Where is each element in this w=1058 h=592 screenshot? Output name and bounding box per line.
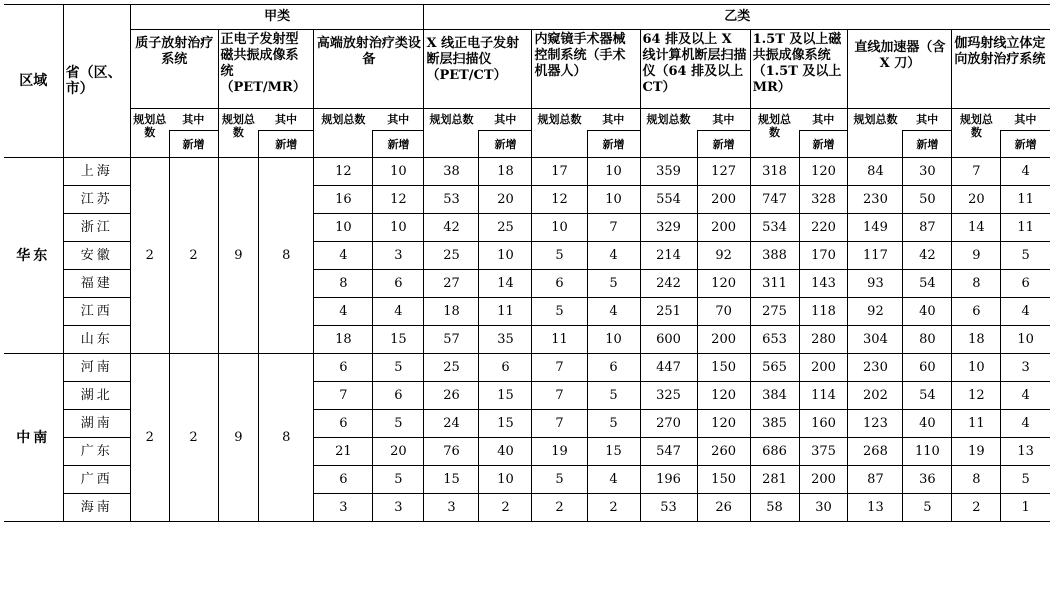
table-cell: 747 bbox=[750, 186, 799, 214]
header-equipment-1: 质子放射治疗系统 bbox=[130, 30, 218, 109]
table-cell: 54 bbox=[903, 382, 952, 410]
header-equipment-2: 正电子发射型磁共振成像系统（PET/MR） bbox=[218, 30, 314, 109]
table-cell: 38 bbox=[424, 158, 479, 186]
province-name: 安徽 bbox=[63, 242, 130, 270]
proton-planned-total: 2 bbox=[130, 354, 169, 522]
table-cell: 200 bbox=[799, 354, 848, 382]
table-row bbox=[4, 158, 1050, 186]
table-cell: 15 bbox=[424, 466, 479, 494]
table-cell: 26 bbox=[424, 382, 479, 410]
table-cell: 143 bbox=[799, 270, 848, 298]
table-cell: 375 bbox=[799, 438, 848, 466]
table-cell: 7 bbox=[532, 410, 587, 438]
table-cell: 2 bbox=[587, 494, 640, 522]
table-cell: 18 bbox=[952, 326, 1001, 354]
table-cell: 27 bbox=[424, 270, 479, 298]
header-new-added: 新增 bbox=[373, 131, 424, 158]
table-cell: 87 bbox=[848, 466, 903, 494]
province-name: 上海 bbox=[63, 158, 130, 186]
table-row bbox=[4, 354, 1050, 382]
header-planned-total: 规划总数 bbox=[130, 109, 169, 158]
proton-planned-total: 2 bbox=[130, 158, 169, 354]
table-cell: 21 bbox=[314, 438, 373, 466]
table-cell: 6 bbox=[314, 466, 373, 494]
table-cell: 10 bbox=[1001, 326, 1050, 354]
table-cell: 10 bbox=[314, 214, 373, 242]
table-cell: 230 bbox=[848, 354, 903, 382]
table-cell: 11 bbox=[952, 410, 1001, 438]
table-cell: 36 bbox=[903, 466, 952, 494]
table-cell: 10 bbox=[532, 214, 587, 242]
table-cell: 20 bbox=[952, 186, 1001, 214]
table-cell: 160 bbox=[799, 410, 848, 438]
province-name: 广西 bbox=[63, 466, 130, 494]
table-cell: 127 bbox=[697, 158, 750, 186]
header-of-which: 其中 bbox=[1001, 109, 1050, 131]
header-of-which: 其中 bbox=[479, 109, 532, 131]
table-cell: 10 bbox=[952, 354, 1001, 382]
table-cell: 5 bbox=[587, 270, 640, 298]
table-cell: 118 bbox=[799, 298, 848, 326]
table-cell: 5 bbox=[373, 410, 424, 438]
province-name: 海南 bbox=[63, 494, 130, 522]
table-cell: 87 bbox=[903, 214, 952, 242]
table-cell: 84 bbox=[848, 158, 903, 186]
province-name: 湖北 bbox=[63, 382, 130, 410]
table-cell: 270 bbox=[640, 410, 697, 438]
table-cell: 7 bbox=[532, 354, 587, 382]
petmr-new-added: 8 bbox=[259, 354, 314, 522]
table-cell: 12 bbox=[532, 186, 587, 214]
header-of-which: 其中 bbox=[259, 109, 314, 131]
table-cell: 13 bbox=[1001, 438, 1050, 466]
province-name: 江苏 bbox=[63, 186, 130, 214]
table-cell: 11 bbox=[532, 326, 587, 354]
table-cell: 554 bbox=[640, 186, 697, 214]
province-name: 浙江 bbox=[63, 214, 130, 242]
table-cell: 18 bbox=[314, 326, 373, 354]
table-cell: 251 bbox=[640, 298, 697, 326]
table-cell: 114 bbox=[799, 382, 848, 410]
header-equipment-3: 高端放射治疗类设备 bbox=[314, 30, 424, 109]
table-cell: 53 bbox=[424, 186, 479, 214]
table-cell: 11 bbox=[1001, 186, 1050, 214]
table-cell: 120 bbox=[697, 270, 750, 298]
table-cell: 4 bbox=[1001, 158, 1050, 186]
header-of-which: 其中 bbox=[903, 109, 952, 131]
header-planned-total: 规划总数 bbox=[952, 109, 1001, 158]
table-cell: 2 bbox=[952, 494, 1001, 522]
region-name: 中南 bbox=[4, 354, 63, 522]
table-cell: 1 bbox=[1001, 494, 1050, 522]
table-cell: 388 bbox=[750, 242, 799, 270]
table-cell: 686 bbox=[750, 438, 799, 466]
table-cell: 10 bbox=[587, 326, 640, 354]
table-cell: 26 bbox=[697, 494, 750, 522]
table-cell: 4 bbox=[587, 298, 640, 326]
table-cell: 6 bbox=[373, 382, 424, 410]
table-cell: 281 bbox=[750, 466, 799, 494]
table-cell: 6 bbox=[314, 410, 373, 438]
table-cell: 10 bbox=[479, 466, 532, 494]
table-cell: 7 bbox=[314, 382, 373, 410]
table-cell: 15 bbox=[479, 410, 532, 438]
table-cell: 318 bbox=[750, 158, 799, 186]
table-cell: 5 bbox=[587, 410, 640, 438]
province-name: 山东 bbox=[63, 326, 130, 354]
table-cell: 15 bbox=[587, 438, 640, 466]
header-class-a: 甲类 bbox=[130, 5, 424, 30]
petmr-planned-total: 9 bbox=[218, 158, 259, 354]
table-cell: 17 bbox=[532, 158, 587, 186]
table-cell: 3 bbox=[373, 494, 424, 522]
equipment-planning-table bbox=[4, 4, 1050, 522]
table-cell: 150 bbox=[697, 466, 750, 494]
table-cell: 200 bbox=[799, 466, 848, 494]
region-name: 华东 bbox=[4, 158, 63, 354]
table-cell: 3 bbox=[314, 494, 373, 522]
table-cell: 275 bbox=[750, 298, 799, 326]
table-cell: 120 bbox=[799, 158, 848, 186]
table-cell: 5 bbox=[587, 382, 640, 410]
table-cell: 6 bbox=[1001, 270, 1050, 298]
table-cell: 200 bbox=[697, 214, 750, 242]
header-planned-total: 规划总数 bbox=[532, 109, 587, 158]
table-cell: 10 bbox=[587, 186, 640, 214]
table-cell: 565 bbox=[750, 354, 799, 382]
petmr-new-added: 8 bbox=[259, 158, 314, 354]
table-cell: 35 bbox=[479, 326, 532, 354]
table-cell: 12 bbox=[952, 382, 1001, 410]
table-cell: 4 bbox=[1001, 410, 1050, 438]
table-cell: 220 bbox=[799, 214, 848, 242]
table-cell: 14 bbox=[952, 214, 1001, 242]
header-new-added: 新增 bbox=[903, 131, 952, 158]
header-of-which: 其中 bbox=[587, 109, 640, 131]
header-new-added: 新增 bbox=[697, 131, 750, 158]
table-cell: 11 bbox=[1001, 214, 1050, 242]
table-cell: 3 bbox=[373, 242, 424, 270]
province-name: 福建 bbox=[63, 270, 130, 298]
table-cell: 5 bbox=[373, 354, 424, 382]
header-region: 区域 bbox=[4, 5, 63, 158]
table-cell: 5 bbox=[373, 466, 424, 494]
table-cell: 5 bbox=[532, 298, 587, 326]
table-cell: 149 bbox=[848, 214, 903, 242]
header-of-which: 其中 bbox=[169, 109, 218, 131]
table-cell: 547 bbox=[640, 438, 697, 466]
table-cell: 20 bbox=[479, 186, 532, 214]
table-cell: 150 bbox=[697, 354, 750, 382]
header-planned-total: 规划总数 bbox=[314, 109, 373, 158]
header-new-added: 新增 bbox=[479, 131, 532, 158]
header-of-which: 其中 bbox=[373, 109, 424, 131]
table-cell: 53 bbox=[640, 494, 697, 522]
table-cell: 2 bbox=[532, 494, 587, 522]
table-cell: 120 bbox=[697, 382, 750, 410]
table-cell: 60 bbox=[903, 354, 952, 382]
table-cell: 230 bbox=[848, 186, 903, 214]
header-equipment-8: 直线加速器（含 X 刀） bbox=[848, 30, 952, 109]
header-new-added: 新增 bbox=[799, 131, 848, 158]
table-cell: 7 bbox=[587, 214, 640, 242]
table-cell: 5 bbox=[532, 242, 587, 270]
table-cell: 4 bbox=[314, 242, 373, 270]
table-cell: 6 bbox=[952, 298, 1001, 326]
table-cell: 70 bbox=[697, 298, 750, 326]
table-cell: 8 bbox=[952, 270, 1001, 298]
proton-new-added: 2 bbox=[169, 354, 218, 522]
table-cell: 5 bbox=[1001, 466, 1050, 494]
table-cell: 50 bbox=[903, 186, 952, 214]
table-cell: 325 bbox=[640, 382, 697, 410]
header-equipment-5: 内窥镜手术器械控制系统（手术机器人） bbox=[532, 30, 640, 109]
table-cell: 447 bbox=[640, 354, 697, 382]
table-cell: 80 bbox=[903, 326, 952, 354]
header-class-b: 乙类 bbox=[424, 5, 1050, 30]
table-cell: 534 bbox=[750, 214, 799, 242]
table-cell: 6 bbox=[373, 270, 424, 298]
table-cell: 5 bbox=[1001, 242, 1050, 270]
header-new-added: 新增 bbox=[587, 131, 640, 158]
table-cell: 16 bbox=[314, 186, 373, 214]
table-cell: 92 bbox=[697, 242, 750, 270]
table-cell: 18 bbox=[479, 158, 532, 186]
header-new-added: 新增 bbox=[1001, 131, 1050, 158]
header-new-added: 新增 bbox=[259, 131, 314, 158]
header-planned-total: 规划总数 bbox=[218, 109, 259, 158]
table-cell: 8 bbox=[952, 466, 1001, 494]
table-cell: 20 bbox=[373, 438, 424, 466]
table-cell: 170 bbox=[799, 242, 848, 270]
header-equipment-7: 1.5T 及以上磁共振成像系统（1.5T 及以上 MR） bbox=[750, 30, 848, 109]
table-cell: 260 bbox=[697, 438, 750, 466]
table-cell: 2 bbox=[479, 494, 532, 522]
table-cell: 25 bbox=[424, 354, 479, 382]
table-cell: 7 bbox=[952, 158, 1001, 186]
table-cell: 15 bbox=[479, 382, 532, 410]
table-cell: 4 bbox=[373, 298, 424, 326]
table-cell: 19 bbox=[532, 438, 587, 466]
header-planned-total: 规划总数 bbox=[848, 109, 903, 158]
table-cell: 214 bbox=[640, 242, 697, 270]
table-cell: 76 bbox=[424, 438, 479, 466]
header-equipment-4: X 线正电子发射断层扫描仪（PET/CT） bbox=[424, 30, 532, 109]
table-cell: 54 bbox=[903, 270, 952, 298]
header-new-added: 新增 bbox=[169, 131, 218, 158]
table-cell: 3 bbox=[1001, 354, 1050, 382]
table-cell: 200 bbox=[697, 186, 750, 214]
table-cell: 40 bbox=[903, 410, 952, 438]
table-cell: 42 bbox=[424, 214, 479, 242]
table-cell: 6 bbox=[587, 354, 640, 382]
table-cell: 304 bbox=[848, 326, 903, 354]
header-planned-total: 规划总数 bbox=[640, 109, 697, 158]
table-cell: 12 bbox=[373, 186, 424, 214]
table-cell: 93 bbox=[848, 270, 903, 298]
table-cell: 30 bbox=[799, 494, 848, 522]
table-cell: 19 bbox=[952, 438, 1001, 466]
table-cell: 92 bbox=[848, 298, 903, 326]
table-cell: 5 bbox=[903, 494, 952, 522]
header-planned-total: 规划总数 bbox=[424, 109, 479, 158]
table-cell: 18 bbox=[424, 298, 479, 326]
table-cell: 6 bbox=[532, 270, 587, 298]
table-cell: 120 bbox=[697, 410, 750, 438]
table-cell: 384 bbox=[750, 382, 799, 410]
table-cell: 58 bbox=[750, 494, 799, 522]
table-cell: 200 bbox=[697, 326, 750, 354]
table-cell: 25 bbox=[479, 214, 532, 242]
header-of-which: 其中 bbox=[697, 109, 750, 131]
table-cell: 6 bbox=[314, 354, 373, 382]
table-cell: 110 bbox=[903, 438, 952, 466]
table-cell: 10 bbox=[587, 158, 640, 186]
table-cell: 196 bbox=[640, 466, 697, 494]
table-cell: 57 bbox=[424, 326, 479, 354]
province-name: 湖南 bbox=[63, 410, 130, 438]
table-cell: 123 bbox=[848, 410, 903, 438]
table-cell: 653 bbox=[750, 326, 799, 354]
table-cell: 30 bbox=[903, 158, 952, 186]
province-name: 河南 bbox=[63, 354, 130, 382]
header-equipment-9: 伽玛射线立体定向放射治疗系统 bbox=[954, 36, 1046, 67]
table-cell: 242 bbox=[640, 270, 697, 298]
table-cell: 7 bbox=[532, 382, 587, 410]
header-equipment-6: 64 排及以上 X 线计算机断层扫描仪（64 排及以上 CT） bbox=[640, 30, 750, 109]
table-cell: 4 bbox=[587, 466, 640, 494]
table-cell: 4 bbox=[1001, 382, 1050, 410]
table-cell: 13 bbox=[848, 494, 903, 522]
table-cell: 14 bbox=[479, 270, 532, 298]
table-cell: 40 bbox=[479, 438, 532, 466]
table-cell: 11 bbox=[479, 298, 532, 326]
header-planned-total: 规划总数 bbox=[750, 109, 799, 158]
header-of-which: 其中 bbox=[799, 109, 848, 131]
table-cell: 12 bbox=[314, 158, 373, 186]
table-cell: 268 bbox=[848, 438, 903, 466]
table-cell: 4 bbox=[314, 298, 373, 326]
table-cell: 6 bbox=[479, 354, 532, 382]
table-cell: 40 bbox=[903, 298, 952, 326]
table-cell: 15 bbox=[373, 326, 424, 354]
petmr-planned-total: 9 bbox=[218, 354, 259, 522]
table-cell: 10 bbox=[373, 214, 424, 242]
header-province: 省（区、市） bbox=[63, 5, 130, 158]
table-cell: 42 bbox=[903, 242, 952, 270]
table-cell: 600 bbox=[640, 326, 697, 354]
province-name: 广东 bbox=[63, 438, 130, 466]
table-cell: 359 bbox=[640, 158, 697, 186]
table-cell: 9 bbox=[952, 242, 1001, 270]
proton-new-added: 2 bbox=[169, 158, 218, 354]
table-cell: 117 bbox=[848, 242, 903, 270]
table-cell: 25 bbox=[424, 242, 479, 270]
table-cell: 329 bbox=[640, 214, 697, 242]
table-cell: 280 bbox=[799, 326, 848, 354]
table-cell: 3 bbox=[424, 494, 479, 522]
table-cell: 24 bbox=[424, 410, 479, 438]
table-cell: 385 bbox=[750, 410, 799, 438]
table-cell: 10 bbox=[479, 242, 532, 270]
table-cell: 202 bbox=[848, 382, 903, 410]
table-cell: 328 bbox=[799, 186, 848, 214]
table-cell: 311 bbox=[750, 270, 799, 298]
table-cell: 8 bbox=[314, 270, 373, 298]
table-cell: 10 bbox=[373, 158, 424, 186]
table-cell: 4 bbox=[1001, 298, 1050, 326]
table-cell: 4 bbox=[587, 242, 640, 270]
province-name: 江西 bbox=[63, 298, 130, 326]
table-cell: 5 bbox=[532, 466, 587, 494]
